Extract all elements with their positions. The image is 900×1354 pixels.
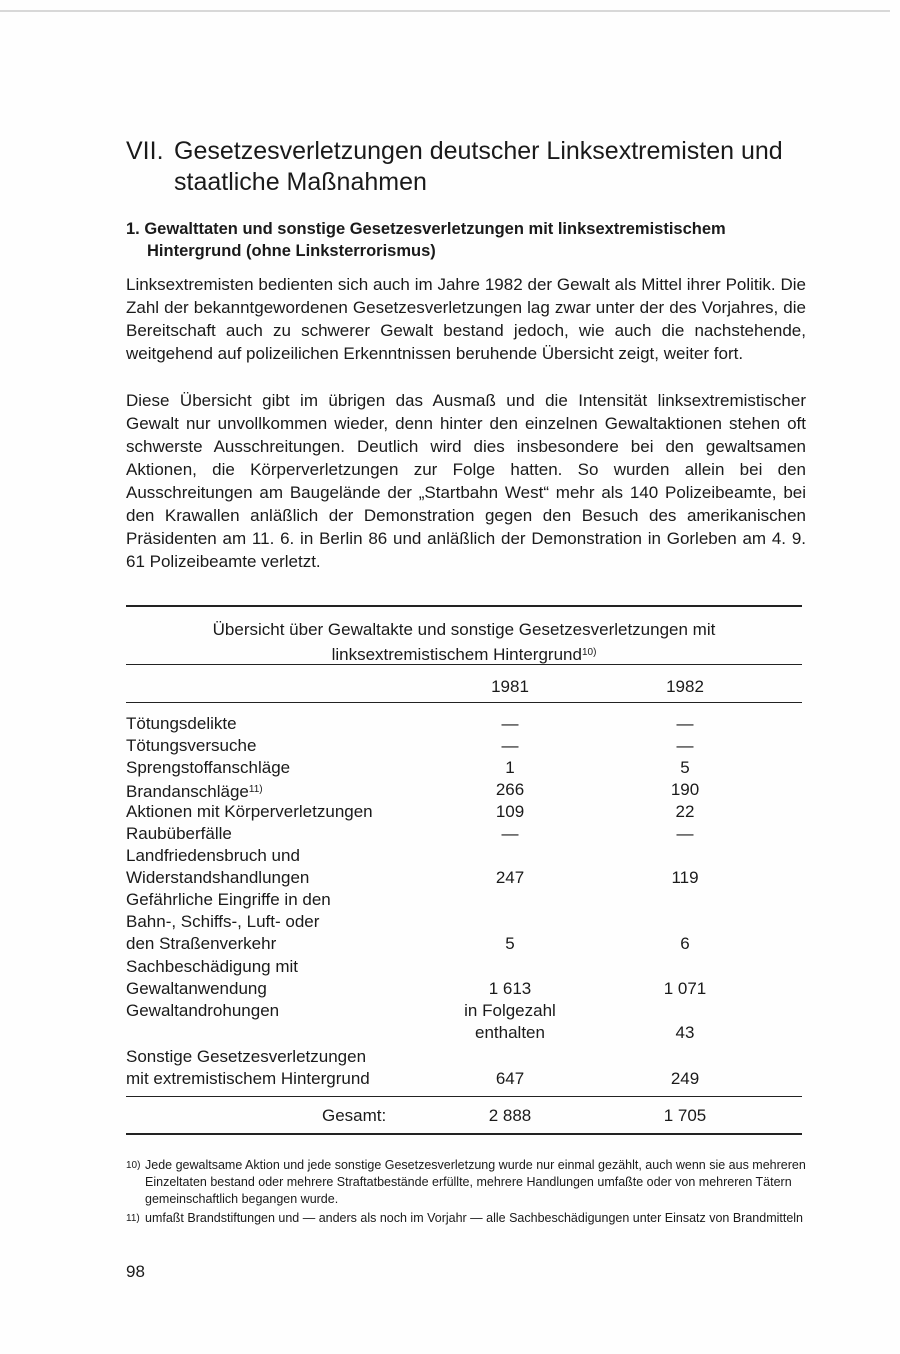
- chapter-number: VII.: [126, 137, 164, 165]
- cell-1982: 190: [670, 780, 700, 799]
- footnote-text: Jede gewaltsame Aktion und jede sonstige Gesetzesverletzung wurde nur einmal gezählt, auch wenn sie aus mehreren Einzeltaten bestand oder mehrere Straftatbestände erfüllte, mehrere Handlungen umfaßte oder von mehreren Tätern gemeinschaftlich begangen wurde.: [145, 1158, 806, 1206]
- scan-edge-line: [0, 10, 890, 12]
- cell-1982: 43: [675, 1023, 695, 1042]
- row-label: Tötungsversuche: [126, 736, 257, 755]
- section-title-line-2: Hintergrund (ohne Linksterrorismus): [147, 242, 436, 260]
- cell-1982: —: [676, 824, 694, 843]
- table-caption-line-2: linksextremistischem Hintergrund: [331, 645, 582, 664]
- cell-1981: 1: [505, 758, 515, 777]
- cell-1982: 1 071: [663, 979, 707, 998]
- row-label: [126, 779, 263, 803]
- paragraph-1: Linksextremisten bedienten sich auch im Jahre 1982 der Gewalt als Mittel ihrer Politik. Die Zahl der bekanntgewordenen Gesetzesverletzungen lag zwar unter der des Vorjahres, die Bereitschaft auch zu schwerer Gewalt bestand jedoch, wie auch die nachstehende, weitgehend auf polizeilichen Erkenntnissen beruhende Übersicht zeigt, weiter fort.: [126, 275, 806, 363]
- row-label-line-1: Gefährliche Eingriffe in den: [126, 890, 331, 909]
- total-label: Gesamt:: [322, 1106, 387, 1125]
- table-total-rule: [126, 1096, 802, 1097]
- table-caption-line-1: Übersicht über Gewaltakte und sonstige Gesetzesverletzungen mit: [212, 620, 716, 639]
- row-label-line-3: den Straßenverkehr: [126, 934, 277, 953]
- cell-1982: 22: [675, 802, 695, 821]
- row-label-line-1: Sachbeschädigung mit: [126, 957, 299, 976]
- cell-1982: —: [676, 714, 694, 733]
- section-title-line-1: 1. Gewalttaten und sonstige Gesetzesverletzungen mit linksextremistischem: [126, 220, 726, 238]
- total-1981: 2 888: [488, 1106, 532, 1125]
- row-label: Gewaltandrohungen: [126, 1001, 280, 1020]
- cell-1981-line-1: in Folgezahl: [464, 1001, 556, 1020]
- row-label: Raubüberfälle: [126, 824, 232, 843]
- row-label-line-1: Sonstige Gesetzesverletzungen: [126, 1047, 367, 1066]
- footnote-mark: 11): [126, 1213, 140, 1224]
- row-label: Aktionen mit Körperverletzungen: [126, 802, 373, 821]
- footnote-mark: 10): [126, 1160, 141, 1171]
- chapter-heading: [126, 136, 816, 198]
- cell-1982: 6: [680, 934, 690, 953]
- cell-1981: 5: [505, 934, 515, 953]
- cell-1981: —: [501, 736, 519, 755]
- footnote-text: umfaßt Brandstiftungen und — anders als noch im Vorjahr — alle Sachbeschädigungen unter Einsatz von Brandmitteln: [145, 1211, 804, 1225]
- table-header-rule: [126, 702, 802, 703]
- row-label-text: Brandanschläge: [126, 782, 249, 801]
- row-label: Sprengstoffanschläge: [126, 758, 291, 777]
- column-header-1982: 1982: [666, 677, 704, 696]
- row-label-line-2: mit extremistischem Hintergrund: [126, 1069, 370, 1088]
- total-1982: 1 705: [663, 1106, 707, 1125]
- cell-1981: 247: [495, 868, 525, 887]
- cell-1982: 119: [671, 868, 699, 887]
- cell-1981: 647: [495, 1069, 525, 1088]
- row-label-line-2: Bahn-, Schiffs-, Luft- oder: [126, 912, 320, 931]
- cell-1982: 5: [680, 758, 690, 777]
- cell-1981: 1 613: [488, 979, 532, 998]
- cell-1981: —: [501, 714, 519, 733]
- page-number: 98: [126, 1262, 145, 1281]
- table-bottom-rule: [126, 1133, 802, 1135]
- row-label-line-2: Gewaltanwendung: [126, 979, 267, 998]
- cell-1981-line-2: enthalten: [475, 1023, 545, 1042]
- footnote-10: [126, 1157, 806, 1208]
- chapter-title-line-2: staatliche Maßnahmen: [174, 168, 427, 196]
- row-label: Tötungsdelikte: [126, 714, 237, 733]
- cell-1981: 266: [495, 780, 525, 799]
- cell-1981: 109: [495, 802, 525, 821]
- table-top-rule: [126, 605, 802, 607]
- footnote-11: [126, 1210, 806, 1227]
- row-label-line-2: Widerstandshandlungen: [126, 868, 310, 887]
- cell-1982: —: [676, 736, 694, 755]
- footnote-ref-10: 10): [581, 647, 597, 658]
- table-caption-rule: [126, 664, 802, 665]
- section-heading: [126, 218, 816, 262]
- column-header-1981: 1981: [491, 677, 529, 696]
- chapter-title-line-1: Gesetzesverletzungen deutscher Linksextremisten und: [174, 137, 783, 165]
- cell-1981: —: [501, 824, 519, 843]
- row-label-line-1: Landfriedensbruch und: [126, 846, 300, 865]
- cell-1982: 249: [670, 1069, 700, 1088]
- table-caption: [126, 618, 802, 666]
- paragraph-2: Diese Übersicht gibt im übrigen das Ausmaß und die Intensität linksextremistischer Gewalt nur unvollkommen wieder, denn hinter den einzelnen Gewaltaktionen stehen oft schwerste Ausschreitungen. Deutlich wird dies insbesondere bei den gewaltsamen Aktionen, die Körperverletzungen zur Folge hatten. So wurden allein bei den Ausschreitungen am Baugelände der „Startbahn West“ mehr als 140 Polizeibeamte, bei den Krawallen anläßlich der Demonstration gegen den Besuch des amerikanischen Präsidenten am 11. 6. in Berlin 86 und anläßlich der Demonstration in Gorleben am 4. 9. 61 Polizeibeamte verletzt.: [126, 391, 806, 571]
- footnote-ref-11: 11): [248, 784, 263, 795]
